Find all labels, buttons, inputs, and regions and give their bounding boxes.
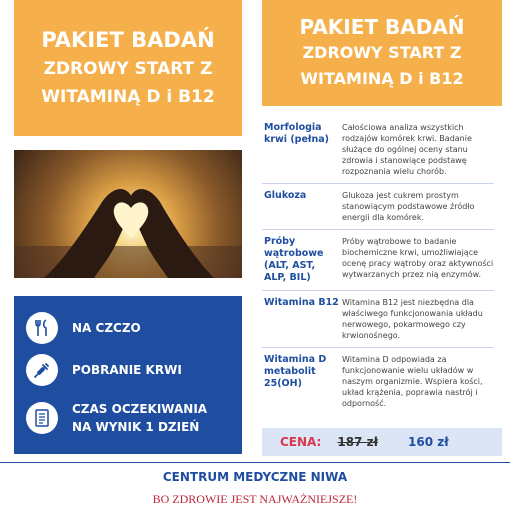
price-label: CENA:: [280, 435, 322, 449]
old-price: 187 zł: [337, 435, 379, 449]
price-bar: [262, 428, 502, 456]
test-description: Witamina D odpowiada za funkcjonowanie wielu układów w naszym organizmie. Wspiera kości, układ krążenia, poprawia nastrój i odporność.: [342, 355, 483, 408]
test-name: Witamina D metabolit 25(OH): [264, 354, 327, 389]
test-name: Glukoza: [264, 190, 307, 201]
table-row: [262, 184, 494, 230]
info-label-fasting: NA CZCZO: [72, 321, 141, 335]
info-box: [14, 296, 242, 454]
info-item-blood-draw: [26, 354, 182, 386]
tests-table: [262, 116, 494, 415]
left-title-line3: WITAMINĄ D i B12: [41, 87, 215, 107]
table-row: [262, 348, 494, 415]
table-row: [262, 230, 494, 291]
test-name: Morfologia krwi (pełna): [264, 122, 329, 145]
table-row: [262, 116, 494, 184]
info-item-fasting: [26, 312, 141, 344]
test-name: Próby wątrobowe (ALT, AST, ALP, BIL): [264, 236, 324, 283]
test-name: Witamina B12: [264, 297, 339, 308]
cutlery-icon: [26, 312, 58, 344]
info-label-blood-draw: POBRANIE KRWI: [72, 363, 182, 377]
heart-hands-photo: [14, 150, 242, 278]
left-title-line1: PAKIET BADAŃ: [41, 28, 215, 52]
left-title-line2: ZDROWY START Z: [43, 59, 213, 79]
test-description: Witamina B12 jest niezbędna dla właściwego funkcjonowania układu nerwowego, pokarmowego czy krwionośnego.: [342, 298, 483, 340]
test-description: Glukoza jest cukrem prostym stanowiącym podstawowe źródło energii dla komórek.: [342, 191, 475, 222]
right-title-line1: PAKIET BADAŃ: [299, 15, 465, 39]
new-price: 160 zł: [408, 435, 449, 449]
test-description: Całościowa analiza wszystkich rodzajów komórek krwi. Badanie służące do ogólnej oceny stanu zdrowia i stanowiące podstawę rozpoznania wielu chorób.: [342, 123, 472, 176]
table-row: [262, 291, 494, 348]
footer-divider: [0, 462, 510, 463]
right-title-line3: WITAMINĄ D i B12: [300, 69, 464, 88]
right-title-banner: [262, 0, 502, 106]
info-label-wait-time: CZAS OCZEKIWANIA NA WYNIK 1 DZIEŃ: [72, 402, 208, 434]
document-icon: [26, 402, 58, 434]
clinic-name: CENTRUM MEDYCZNE NIWA: [162, 470, 348, 484]
right-title-line2: ZDROWY START Z: [302, 43, 462, 62]
info-item-wait-time: [26, 400, 222, 436]
slogan: BO ZDROWIE JEST NAJWAŻNIEJSZE!: [152, 492, 358, 506]
left-title-banner: [14, 0, 242, 136]
test-description: Próby wątrobowe to badanie biochemiczne krwi, umożliwiające ocenę pracy wątroby oraz aktywności wytwarzanych przez nią enzymów.: [342, 237, 494, 279]
syringe-icon: [26, 354, 58, 386]
